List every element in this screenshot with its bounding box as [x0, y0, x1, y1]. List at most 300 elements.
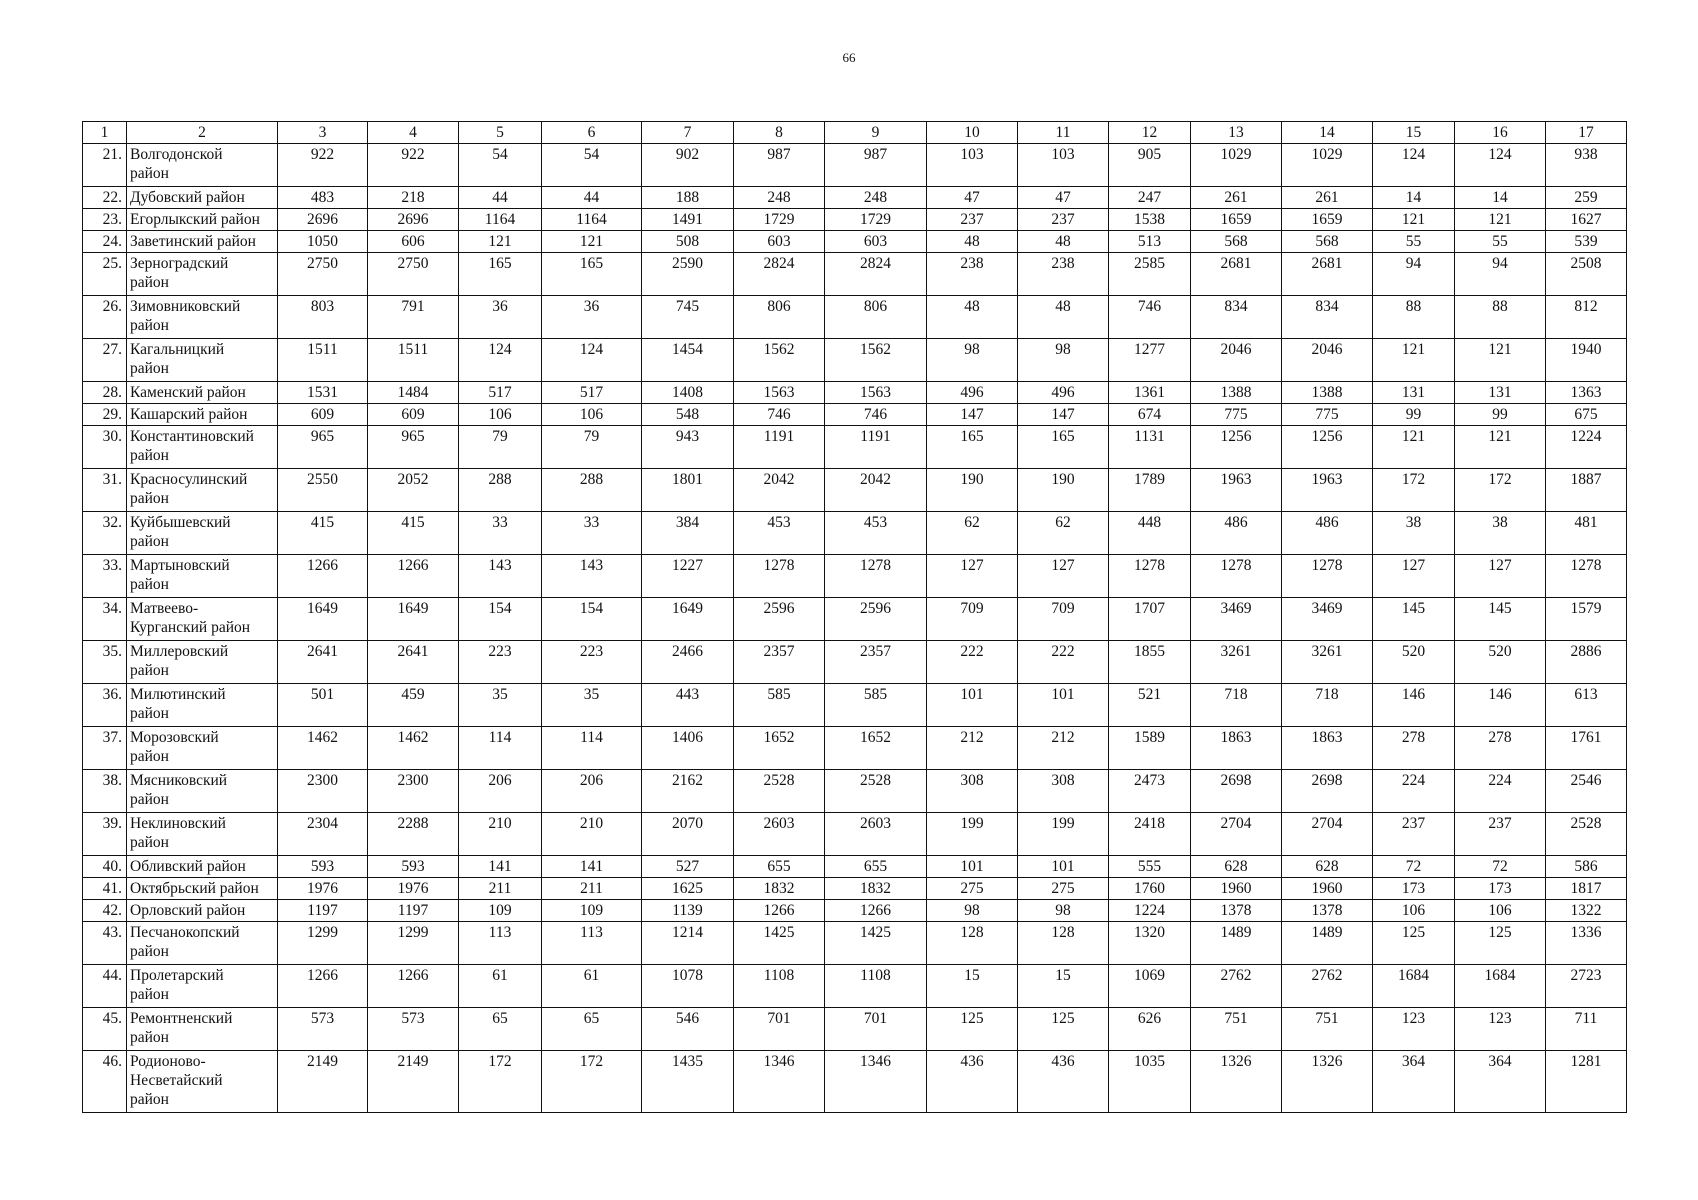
table-cell: 1278: [734, 555, 825, 598]
table-cell: 902: [642, 144, 734, 187]
table-cell: 586: [1546, 856, 1627, 878]
table-cell: 1511: [278, 339, 368, 382]
table-cell: 965: [278, 426, 368, 469]
table-row: [83, 339, 1627, 382]
table-cell: 172: [542, 1051, 642, 1113]
district-name: Дубовский район: [127, 187, 278, 209]
table-cell: 206: [542, 770, 642, 813]
table-cell: 103: [1018, 144, 1109, 187]
table-cell: 1425: [825, 922, 927, 965]
table-cell: 1363: [1546, 382, 1627, 404]
table-cell: 1489: [1282, 922, 1373, 965]
table-cell: 106: [1455, 900, 1546, 922]
table-cell: 3469: [1282, 598, 1373, 641]
column-header: 16: [1455, 122, 1546, 144]
table-cell: 128: [927, 922, 1018, 965]
table-cell: 1789: [1109, 469, 1191, 512]
table-cell: 2042: [734, 469, 825, 512]
table-cell: 147: [927, 404, 1018, 426]
table-cell: 1224: [1546, 426, 1627, 469]
table-cell: 54: [542, 144, 642, 187]
table-row: [83, 253, 1627, 296]
column-header: 12: [1109, 122, 1191, 144]
table-cell: 121: [1455, 339, 1546, 382]
table-cell: 48: [927, 296, 1018, 339]
table-cell: 573: [278, 1008, 368, 1051]
table-row: [83, 813, 1627, 856]
table-row: [83, 512, 1627, 555]
table-cell: 210: [459, 813, 542, 856]
table-cell: 548: [642, 404, 734, 426]
table-cell: 238: [1018, 253, 1109, 296]
table-cell: 125: [1455, 922, 1546, 965]
row-number: 30.: [83, 426, 127, 469]
table-cell: 603: [734, 231, 825, 253]
table-cell: 121: [542, 231, 642, 253]
table-cell: 88: [1455, 296, 1546, 339]
table-cell: 141: [542, 856, 642, 878]
district-name: Зерноградский район: [127, 253, 278, 296]
table-row: [83, 878, 1627, 900]
district-name: Егорлыкский район: [127, 209, 278, 231]
table-cell: 1484: [368, 382, 459, 404]
table-cell: 79: [542, 426, 642, 469]
table-cell: 1336: [1546, 922, 1627, 965]
table-cell: 145: [1373, 598, 1455, 641]
table-cell: 517: [459, 382, 542, 404]
table-cell: 88: [1373, 296, 1455, 339]
table-cell: 14: [1373, 187, 1455, 209]
table-cell: 211: [542, 878, 642, 900]
table-cell: 47: [927, 187, 1018, 209]
table-cell: 2528: [825, 770, 927, 813]
table-cell: 2723: [1546, 965, 1627, 1008]
table-cell: 593: [368, 856, 459, 878]
table-cell: 751: [1191, 1008, 1282, 1051]
table-cell: 98: [1018, 339, 1109, 382]
table-cell: 1131: [1109, 426, 1191, 469]
table-cell: 1649: [368, 598, 459, 641]
table-cell: 2149: [368, 1051, 459, 1113]
table-cell: 54: [459, 144, 542, 187]
district-name: Родионово- Несветайский район: [127, 1051, 278, 1113]
row-number: 29.: [83, 404, 127, 426]
table-cell: 1976: [368, 878, 459, 900]
table-cell: 98: [1018, 900, 1109, 922]
table-cell: 98: [927, 339, 1018, 382]
table-cell: 1278: [825, 555, 927, 598]
table-cell: 1729: [734, 209, 825, 231]
table-cell: 751: [1282, 1008, 1373, 1051]
table-cell: 709: [1018, 598, 1109, 641]
table-cell: 1491: [642, 209, 734, 231]
table-cell: 1277: [1109, 339, 1191, 382]
table-cell: 520: [1373, 641, 1455, 684]
table-cell: 2750: [278, 253, 368, 296]
row-number: 37.: [83, 727, 127, 770]
table-row: [83, 382, 1627, 404]
column-header: 10: [927, 122, 1018, 144]
table-cell: 2466: [642, 641, 734, 684]
table-cell: 603: [825, 231, 927, 253]
table-row: [83, 727, 1627, 770]
table-cell: 125: [1018, 1008, 1109, 1051]
table-cell: 173: [1373, 878, 1455, 900]
table-cell: 35: [542, 684, 642, 727]
table-cell: 1281: [1546, 1051, 1627, 1113]
table-cell: 1069: [1109, 965, 1191, 1008]
district-name: Пролетарский район: [127, 965, 278, 1008]
table-cell: 701: [734, 1008, 825, 1051]
table-cell: 106: [1373, 900, 1455, 922]
table-cell: 1256: [1282, 426, 1373, 469]
table-cell: 1627: [1546, 209, 1627, 231]
table-cell: 1320: [1109, 922, 1191, 965]
table-cell: 3469: [1191, 598, 1282, 641]
table-cell: 775: [1191, 404, 1282, 426]
table-cell: 2300: [368, 770, 459, 813]
row-number: 41.: [83, 878, 127, 900]
table-cell: 1659: [1282, 209, 1373, 231]
table-row: [83, 231, 1627, 253]
table-cell: 190: [927, 469, 1018, 512]
table-cell: 308: [927, 770, 1018, 813]
table-cell: 626: [1109, 1008, 1191, 1051]
table-cell: 261: [1282, 187, 1373, 209]
table-cell: 2162: [642, 770, 734, 813]
table-cell: 1462: [278, 727, 368, 770]
table-cell: 199: [927, 813, 1018, 856]
table-cell: 259: [1546, 187, 1627, 209]
table-cell: 2596: [825, 598, 927, 641]
table-cell: 165: [459, 253, 542, 296]
table-row: [83, 187, 1627, 209]
table-cell: 44: [542, 187, 642, 209]
table-cell: 1963: [1282, 469, 1373, 512]
table-cell: 61: [459, 965, 542, 1008]
table-cell: 655: [825, 856, 927, 878]
table-cell: 1462: [368, 727, 459, 770]
table-cell: 101: [1018, 856, 1109, 878]
table-cell: 143: [542, 555, 642, 598]
table-cell: 1863: [1191, 727, 1282, 770]
data-table: [82, 121, 1627, 1113]
table-cell: 2473: [1109, 770, 1191, 813]
table-cell: 1649: [642, 598, 734, 641]
row-number: 26.: [83, 296, 127, 339]
row-number: 45.: [83, 1008, 127, 1051]
column-header: 5: [459, 122, 542, 144]
table-cell: 222: [927, 641, 1018, 684]
table-cell: 79: [459, 426, 542, 469]
table-cell: 613: [1546, 684, 1627, 727]
table-cell: 1652: [825, 727, 927, 770]
table-cell: 2698: [1191, 770, 1282, 813]
table-cell: 1266: [368, 555, 459, 598]
table-cell: 1579: [1546, 598, 1627, 641]
row-number: 31.: [83, 469, 127, 512]
table-cell: 2357: [734, 641, 825, 684]
table-cell: 2550: [278, 469, 368, 512]
table-cell: 99: [1455, 404, 1546, 426]
table-cell: 15: [927, 965, 1018, 1008]
table-cell: 806: [825, 296, 927, 339]
table-cell: 224: [1455, 770, 1546, 813]
table-cell: 905: [1109, 144, 1191, 187]
table-cell: 965: [368, 426, 459, 469]
table-row: [83, 684, 1627, 727]
table-cell: 62: [927, 512, 1018, 555]
table-cell: 1108: [734, 965, 825, 1008]
table-cell: 99: [1373, 404, 1455, 426]
table-cell: 1707: [1109, 598, 1191, 641]
table-cell: 1266: [278, 555, 368, 598]
table-cell: 222: [1018, 641, 1109, 684]
table-cell: 520: [1455, 641, 1546, 684]
table-cell: 415: [278, 512, 368, 555]
table-cell: 62: [1018, 512, 1109, 555]
table-cell: 36: [459, 296, 542, 339]
column-header: 1: [83, 122, 127, 144]
table-cell: 2696: [368, 209, 459, 231]
table-cell: 121: [1455, 426, 1546, 469]
table-cell: 288: [542, 469, 642, 512]
table-cell: 746: [825, 404, 927, 426]
table-cell: 2052: [368, 469, 459, 512]
table-cell: 585: [825, 684, 927, 727]
district-name: Обливский район: [127, 856, 278, 878]
district-name: Красносулинский район: [127, 469, 278, 512]
district-name: Миллеровский район: [127, 641, 278, 684]
district-name: Матвеево- Курганский район: [127, 598, 278, 641]
column-header: 4: [368, 122, 459, 144]
table-cell: 248: [734, 187, 825, 209]
table-cell: 364: [1455, 1051, 1546, 1113]
table-cell: 453: [734, 512, 825, 555]
header-row: [83, 122, 1627, 144]
column-header: 14: [1282, 122, 1373, 144]
table-cell: 486: [1282, 512, 1373, 555]
table-cell: 1454: [642, 339, 734, 382]
table-cell: 35: [459, 684, 542, 727]
table-cell: 275: [1018, 878, 1109, 900]
table-cell: 1649: [278, 598, 368, 641]
table-cell: 443: [642, 684, 734, 727]
table-cell: 44: [459, 187, 542, 209]
table-row: [83, 770, 1627, 813]
table-cell: 1266: [278, 965, 368, 1008]
table-cell: 72: [1373, 856, 1455, 878]
table-row: [83, 900, 1627, 922]
column-header: 8: [734, 122, 825, 144]
table-row: [83, 469, 1627, 512]
table-row: [83, 144, 1627, 187]
table-cell: 746: [734, 404, 825, 426]
table-cell: 1531: [278, 382, 368, 404]
table-cell: 127: [1455, 555, 1546, 598]
table-cell: 1191: [825, 426, 927, 469]
table-cell: 1563: [825, 382, 927, 404]
column-header: 11: [1018, 122, 1109, 144]
table-cell: 2149: [278, 1051, 368, 1113]
table-cell: 125: [1373, 922, 1455, 965]
table-cell: 2824: [734, 253, 825, 296]
table-cell: 718: [1282, 684, 1373, 727]
table-cell: 121: [1373, 339, 1455, 382]
table-cell: 48: [1018, 231, 1109, 253]
table-cell: 2042: [825, 469, 927, 512]
table-cell: 834: [1191, 296, 1282, 339]
table-cell: 121: [1455, 209, 1546, 231]
table-cell: 2681: [1191, 253, 1282, 296]
table-cell: 124: [1455, 144, 1546, 187]
table-cell: 2762: [1282, 965, 1373, 1008]
table-cell: 172: [1373, 469, 1455, 512]
table-cell: 675: [1546, 404, 1627, 426]
table-cell: 1214: [642, 922, 734, 965]
table-cell: 496: [1018, 382, 1109, 404]
table-cell: 165: [542, 253, 642, 296]
table-cell: 172: [459, 1051, 542, 1113]
table-cell: 718: [1191, 684, 1282, 727]
table-cell: 459: [368, 684, 459, 727]
table-cell: 1078: [642, 965, 734, 1008]
row-number: 42.: [83, 900, 127, 922]
table-cell: 546: [642, 1008, 734, 1051]
table-cell: 1322: [1546, 900, 1627, 922]
column-header: 9: [825, 122, 927, 144]
table-cell: 1729: [825, 209, 927, 231]
table-cell: 101: [1018, 684, 1109, 727]
table-cell: 2528: [734, 770, 825, 813]
table-cell: 1684: [1373, 965, 1455, 1008]
table-cell: 938: [1546, 144, 1627, 187]
table-cell: 1035: [1109, 1051, 1191, 1113]
table-cell: 2357: [825, 641, 927, 684]
row-number: 33.: [83, 555, 127, 598]
table-cell: 483: [278, 187, 368, 209]
table-cell: 131: [1455, 382, 1546, 404]
table-cell: 1164: [542, 209, 642, 231]
table-cell: 114: [459, 727, 542, 770]
table-cell: 1029: [1282, 144, 1373, 187]
table-row: [83, 641, 1627, 684]
row-number: 32.: [83, 512, 127, 555]
table-cell: 2698: [1282, 770, 1373, 813]
district-name: Зимовниковский район: [127, 296, 278, 339]
table-cell: 146: [1455, 684, 1546, 727]
table-cell: 922: [368, 144, 459, 187]
table-cell: 1266: [825, 900, 927, 922]
row-number: 44.: [83, 965, 127, 1008]
district-name: Куйбышевский район: [127, 512, 278, 555]
table-cell: 745: [642, 296, 734, 339]
table-row: [83, 598, 1627, 641]
table-cell: 384: [642, 512, 734, 555]
table-cell: 1589: [1109, 727, 1191, 770]
table-cell: 486: [1191, 512, 1282, 555]
table-cell: 806: [734, 296, 825, 339]
table-cell: 33: [542, 512, 642, 555]
table-cell: 1761: [1546, 727, 1627, 770]
table-cell: 125: [927, 1008, 1018, 1051]
column-header: 17: [1546, 122, 1627, 144]
table-cell: 3261: [1282, 641, 1373, 684]
table-cell: 1224: [1109, 900, 1191, 922]
table-cell: 1562: [825, 339, 927, 382]
table-cell: 127: [1018, 555, 1109, 598]
table-cell: 114: [542, 727, 642, 770]
table-cell: 101: [927, 684, 1018, 727]
table-cell: 154: [542, 598, 642, 641]
table-cell: 2681: [1282, 253, 1373, 296]
table-cell: 2046: [1191, 339, 1282, 382]
column-header: 13: [1191, 122, 1282, 144]
district-name: Мясниковский район: [127, 770, 278, 813]
table-cell: 188: [642, 187, 734, 209]
table-cell: 1191: [734, 426, 825, 469]
table-cell: 101: [927, 856, 1018, 878]
table-cell: 1197: [278, 900, 368, 922]
table-cell: 1489: [1191, 922, 1282, 965]
table-cell: 2824: [825, 253, 927, 296]
table-cell: 124: [459, 339, 542, 382]
table-cell: 1029: [1191, 144, 1282, 187]
district-name: Ремонтненский район: [127, 1008, 278, 1051]
table-cell: 987: [825, 144, 927, 187]
table-cell: 1659: [1191, 209, 1282, 231]
table-cell: 199: [1018, 813, 1109, 856]
district-name: Заветинский район: [127, 231, 278, 253]
table-cell: 709: [927, 598, 1018, 641]
table-cell: 128: [1018, 922, 1109, 965]
table-cell: 1887: [1546, 469, 1627, 512]
table-cell: 141: [459, 856, 542, 878]
table-cell: 2590: [642, 253, 734, 296]
table-cell: 237: [1373, 813, 1455, 856]
table-cell: 218: [368, 187, 459, 209]
table-cell: 190: [1018, 469, 1109, 512]
table-cell: 1326: [1282, 1051, 1373, 1113]
table-cell: 2704: [1191, 813, 1282, 856]
table-cell: 436: [927, 1051, 1018, 1113]
table-cell: 124: [542, 339, 642, 382]
table-cell: 1408: [642, 382, 734, 404]
table-cell: 212: [1018, 727, 1109, 770]
table-cell: 121: [459, 231, 542, 253]
row-number: 39.: [83, 813, 127, 856]
table-cell: 674: [1109, 404, 1191, 426]
table-cell: 1227: [642, 555, 734, 598]
table-cell: 609: [278, 404, 368, 426]
table-cell: 1266: [734, 900, 825, 922]
table-cell: 593: [278, 856, 368, 878]
table-cell: 1652: [734, 727, 825, 770]
table-cell: 1832: [825, 878, 927, 900]
table-row: [83, 965, 1627, 1008]
table-cell: 1625: [642, 878, 734, 900]
row-number: 43.: [83, 922, 127, 965]
table-cell: 496: [927, 382, 1018, 404]
row-number: 25.: [83, 253, 127, 296]
district-name: Октябрьский район: [127, 878, 278, 900]
table-cell: 15: [1018, 965, 1109, 1008]
row-number: 23.: [83, 209, 127, 231]
table-cell: 278: [1373, 727, 1455, 770]
table-cell: 1326: [1191, 1051, 1282, 1113]
table-row: [83, 922, 1627, 965]
table-cell: 2070: [642, 813, 734, 856]
